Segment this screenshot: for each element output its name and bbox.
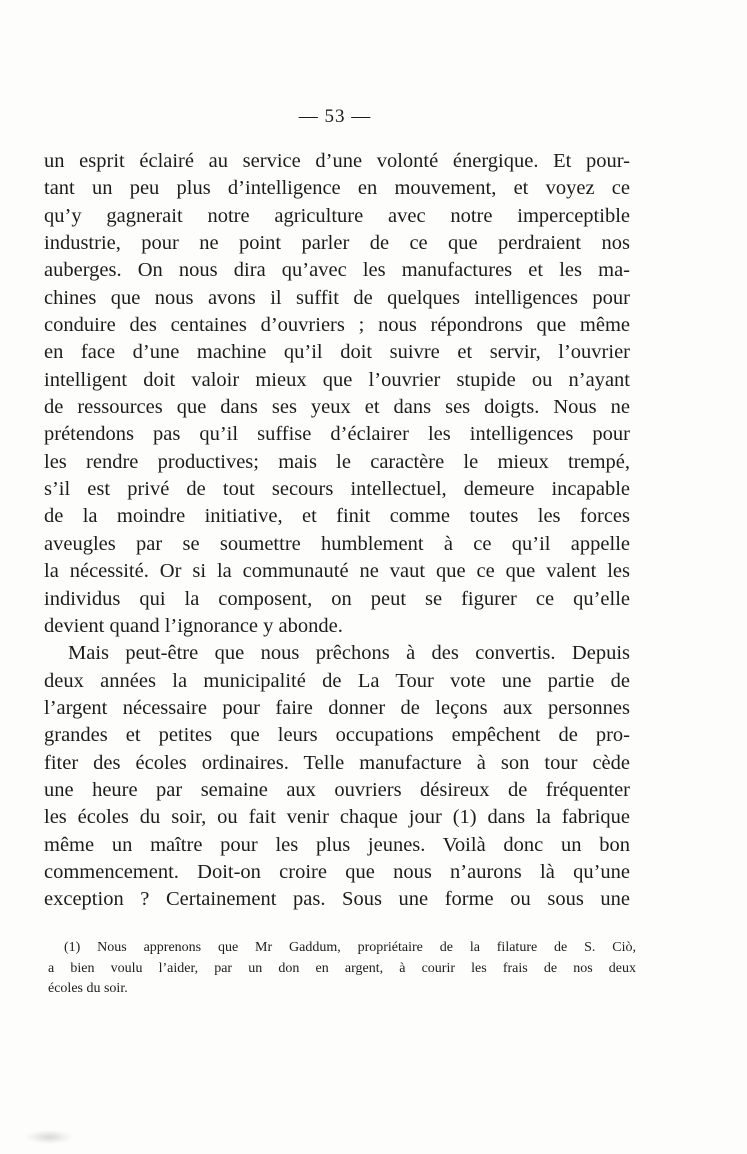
footnote-line: (1) Nous apprenons que Mr Gaddum, propriétaire de la filature de S. Ciò, — [64, 940, 636, 955]
footnote-line: écoles du soir. — [48, 981, 128, 996]
text-line: une heure par semaine aux ouvriers désireux de fréquenter — [44, 778, 630, 801]
text-line: prétendons pas qu’il suffise d’éclairer les intelligences pour — [44, 423, 630, 446]
text-line: de la moindre initiative, et finit comme toutes les forces — [44, 505, 630, 528]
text-line: exception ? Certainement pas. Sous une forme ou sous une — [44, 888, 630, 911]
text-line: les rendre productives; mais le caractère le mieux trempé, — [44, 450, 630, 473]
text-line: un esprit éclairé au service d’une volonté énergique. Et pour- — [44, 150, 630, 172]
text-line: de ressources que dans ses yeux et dans ses doigts. Nous ne — [44, 396, 630, 419]
text-line: même un maître pour les plus jeunes. Voilà donc un bon — [44, 833, 630, 856]
text-line: auberges. On nous dira qu’avec les manufactures et les ma- — [44, 259, 630, 282]
text-line: industrie, pour ne point parler de ce que perdraient nos — [44, 232, 630, 255]
text-line: individus qui la composent, on peut se figurer ce qu’elle — [44, 587, 630, 610]
text-line: les écoles du soir, ou fait venir chaque jour (1) dans la fabrique — [44, 806, 630, 829]
footnote-line: a bien voulu l’aider, par un don en argent, à courir les frais de nos deux — [48, 960, 636, 976]
text-line: l’argent nécessaire pour faire donner de leçons aux personnes — [44, 696, 630, 719]
text-line: en face d’une machine qu’il doit suivre et servir, l’ouvrier — [44, 341, 630, 364]
paragraph-start-line: Mais peut-être que nous prêchons à des convertis. Depuis — [68, 642, 630, 665]
scan-smudge — [26, 1130, 72, 1144]
text-line: s’il est privé de tout secours intellectuel, demeure incapable — [44, 478, 630, 501]
text-line: devient quand l’ignorance y abonde. — [44, 614, 343, 637]
text-line: chines que nous avons il suffit de quelques intelligences pour — [44, 286, 630, 309]
text-line: intelligent doit valoir mieux que l’ouvrier stupide ou n’ayant — [44, 368, 630, 391]
footnote — [48, 938, 636, 1000]
text-line: qu’y gagnerait notre agriculture avec notre imperceptible — [44, 204, 630, 227]
text-line: aveugles par se soumettre humblement à ce qu’il appelle — [44, 532, 630, 555]
page-number: — 53 — — [298, 106, 372, 127]
text-line: tant un peu plus d’intelligence en mouvement, et voyez ce — [44, 177, 630, 200]
text-line: commencement. Doit-on croire que nous n’aurons là qu’une — [44, 860, 630, 883]
text-line: deux années la municipalité de La Tour vote une partie de — [44, 669, 630, 692]
body-text — [44, 148, 630, 914]
text-line: conduire des centaines d’ouvriers ; nous répondrons que même — [44, 314, 630, 337]
text-line: grandes et petites que leurs occupations empêchent de pro- — [44, 724, 630, 747]
text-line: la nécessité. Or si la communauté ne vaut que ce que valent les — [44, 560, 630, 583]
text-line: fiter des écoles ordinaires. Telle manufacture à son tour cède — [44, 751, 630, 774]
